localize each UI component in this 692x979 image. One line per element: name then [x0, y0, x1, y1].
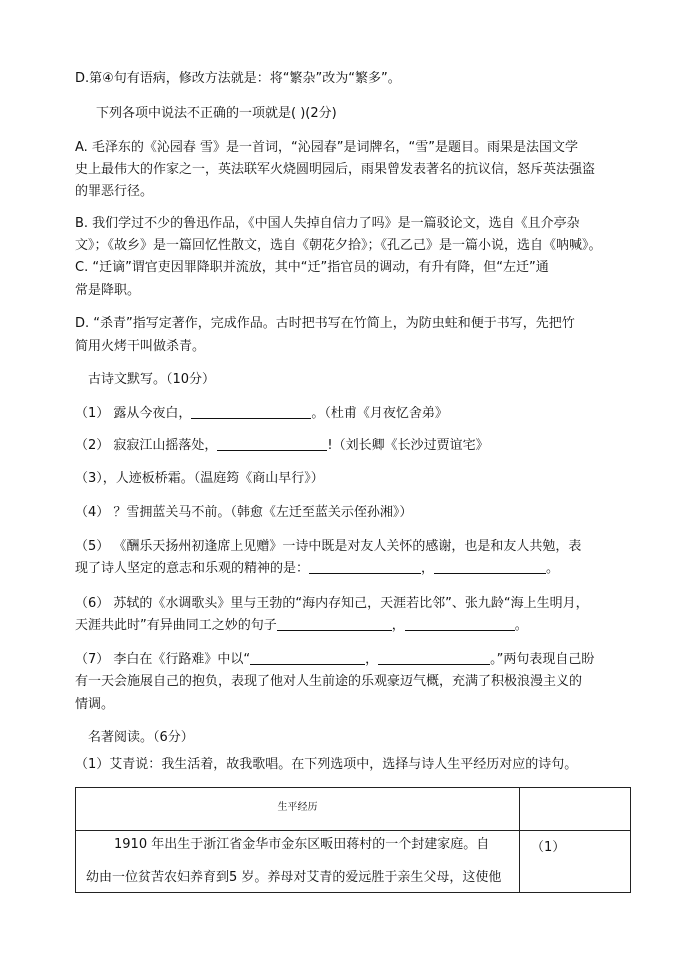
- poetry-q1-source: 。（杜甫《月夜忆舍弟》: [311, 406, 448, 421]
- poetry-q7-line2: 有一天会施展自己的抱负，表现了他对人生前途的乐观豪迈气概，充满了积极浪漫主义的: [75, 674, 583, 689]
- poetry-q2-text: （2） 寂寂江山摇落处，: [75, 438, 218, 453]
- poetry-q1: [75, 404, 448, 424]
- poetry-q6-line1: （6） 苏轼的《水调歌头》里与王勃的“海内存知己，天涯若比邻”、张九龄“海上生明月，: [75, 596, 589, 611]
- period: 。: [514, 618, 528, 633]
- table-answer-cell[interactable]: （1）: [531, 840, 566, 855]
- comma: ，: [421, 561, 435, 576]
- poetry-q6-line2: [75, 616, 528, 636]
- poetry-q2: [75, 436, 489, 456]
- answer-blank[interactable]: [191, 404, 311, 419]
- table-cell-line1: 1910 年出生于浙江省金华市金东区畈田蒋村的一个封建家庭。自: [114, 837, 490, 852]
- option-c-line1: C. “迁谪”谓官吏因罪降职并流放，其中“迁”指官员的调动，有升有降，但“左迁”通: [75, 260, 549, 275]
- poetry-q5-text: 现了诗人坚定的意志和乐观的精神的是：: [75, 561, 310, 576]
- option-b-line2: 文》；《故乡》是一篇回忆性散文，选自《朝花夕拾》；《孔乙己》是一篇小说，选自《呐喊》。: [75, 238, 602, 253]
- answer-blank[interactable]: [405, 616, 515, 631]
- poetry-q5-line2: [75, 559, 559, 579]
- option-d-line: D.第④句有语病，修改方法就是：将“繁杂”改为“繁多”。: [75, 71, 401, 86]
- poetry-q2-source: !（刘长卿《长沙过贾谊宅》: [327, 438, 489, 453]
- table-column-divider: [519, 788, 520, 892]
- poetry-q7-line1: [75, 650, 594, 670]
- period: 。: [546, 561, 560, 576]
- option-b-line1: B. 我们学过不少的鲁迅作品，《中国人失掉自信力了吗》是一篇驳论文，选自《且介亭杂: [75, 216, 580, 231]
- option-d2-line2: 简用火烤干叫做杀青。: [75, 339, 206, 354]
- option-a-line3: 的罪恶行径。: [75, 184, 154, 199]
- answer-blank[interactable]: [277, 616, 392, 631]
- option-a-line1: A. 毛泽东的《沁园春 雪》是一首词，“沁园春”是词牌名，“雪”是题目。雨果是法国文学: [75, 140, 579, 155]
- poetry-q7-text: （7） 李白在《行路难》中以“: [75, 652, 251, 667]
- answer-blank[interactable]: [309, 559, 421, 574]
- answer-blank[interactable]: [434, 559, 546, 574]
- poetry-q6-text: 天涯共此时”有异曲同工之妙的句子: [75, 618, 277, 633]
- answer-blank[interactable]: [378, 650, 490, 665]
- answer-blank[interactable]: [217, 436, 327, 451]
- poetry-q1-text: （1） 露从今夜白，: [75, 406, 192, 421]
- poetry-q5-line1: （5） 《酬乐天扬州初逢席上见赠》一诗中既是对友人关怀的感谢，也是和友人共勉，表: [75, 539, 582, 554]
- option-d2-line1: D. “杀青”指写定著作，完成作品。古时把书写在竹简上，为防虫蛀和便于书写，先把竹: [75, 316, 575, 331]
- poetry-q7-tail: 。”两句表现自己盼: [490, 652, 595, 667]
- option-c-line2: 常是降职。: [75, 283, 141, 298]
- comma: ，: [391, 618, 405, 633]
- classics-q1: （1）艾青说：我生活着，故我歌唱。在下列选项中，选择与诗人生平经历对应的诗句。: [75, 757, 578, 772]
- option-a-line2: 史上最伟大的作家之一，英法联军火烧圆明园后，雨果曾发表著名的抗议信，怒斥英法强盗: [75, 162, 596, 177]
- poetry-q3: （3），人迹板桥霜。（温庭筠《商山早行》）: [75, 471, 324, 486]
- comma: ，: [365, 652, 379, 667]
- poetry-q4: （4） ？雪拥蓝关马不前。（韩愈《左迁至蓝关示侄孙湘》）: [75, 505, 413, 520]
- question-prompt: 下列各项中说法不正确的一项就是( )(2分): [96, 106, 337, 121]
- table-cell-line2: 幼由一位贫苦农妇养育到5 岁。养母对艾青的爱远胜于亲生父母，这使他: [86, 870, 502, 885]
- section-title-poetry: 古诗文默写。（10分）: [88, 372, 216, 387]
- answer-blank[interactable]: [250, 650, 365, 665]
- table-header: 生平经历: [277, 802, 318, 813]
- section-title-classics: 名著阅读。（6分）: [88, 730, 194, 745]
- poetry-q7-line3: 情调。: [75, 697, 115, 712]
- life-experience-table: [75, 787, 631, 893]
